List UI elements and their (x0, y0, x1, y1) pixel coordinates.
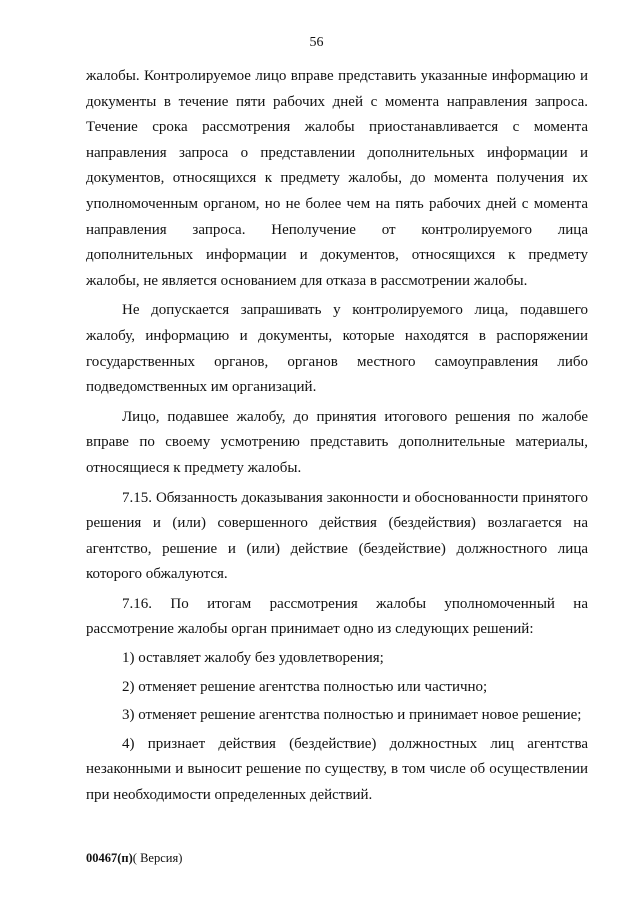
paragraph-7-15: 7.15. Обязанность доказывания законности и обоснованности принятого решения и (или) совершенного действия (бездействия) возлагается на агентство, решение и (или) действие (бездействие) должностного лица которого обжалуются. (86, 489, 588, 583)
page-number: 56 (309, 35, 324, 50)
decision-item-2: 2) отменяет решение агентства полностью или частично; (122, 678, 488, 695)
paragraph-additional-materials: Лицо, подавшее жалобу, до принятия итогового решения по жалобе вправе по своему усмотрению представить дополнительные материалы, относящиеся к предмету жалобы. (86, 408, 588, 476)
document-version: ( Версия) (132, 851, 183, 865)
paragraph-7-16: 7.16. По итогам рассмотрения жалобы уполномоченный на рассмотрение жалобы орган принимает одно из следующих решений: (86, 595, 588, 638)
paragraph-continuation: жалобы. Контролируемое лицо вправе представить указанные информацию и документы в течение пяти рабочих дней с момента направления запроса. Течение срока рассмотрения жалобы приостанавливается с момента направления запроса о представлении дополнительных информации и документов, относящихся к предмету жалобы, до момента получения их уполномоченным органом, но не более чем на пять рабочих дней с момента направления запроса. Неполучение от контролируемого лица дополнительных информации и документов, относящихся к предмету жалобы, не является основанием для отказа в рассмотрении жалобы. (86, 68, 588, 289)
decision-item-4: 4) признает действия (бездействие) должностных лиц агентства незаконными и выносит решение по существу, в том числе об осуществлении при необходимости определенных действий. (86, 735, 588, 804)
document-code: 00467(п) (86, 851, 133, 865)
paragraph-no-request: Не допускается запрашивать у контролируемого лица, подавшего жалобу, информацию и документы, которые находятся в распоряжении государственных органов, органов местного самоуправления либо подведомственных им организаций. (86, 302, 588, 396)
decision-item-1: 1) оставляет жалобу без удовлетворения; (122, 650, 384, 667)
document-body (86, 64, 588, 809)
document-footer (86, 851, 182, 866)
decision-item-3: 3) отменяет решение агентства полностью и принимает новое решение; (122, 707, 582, 724)
